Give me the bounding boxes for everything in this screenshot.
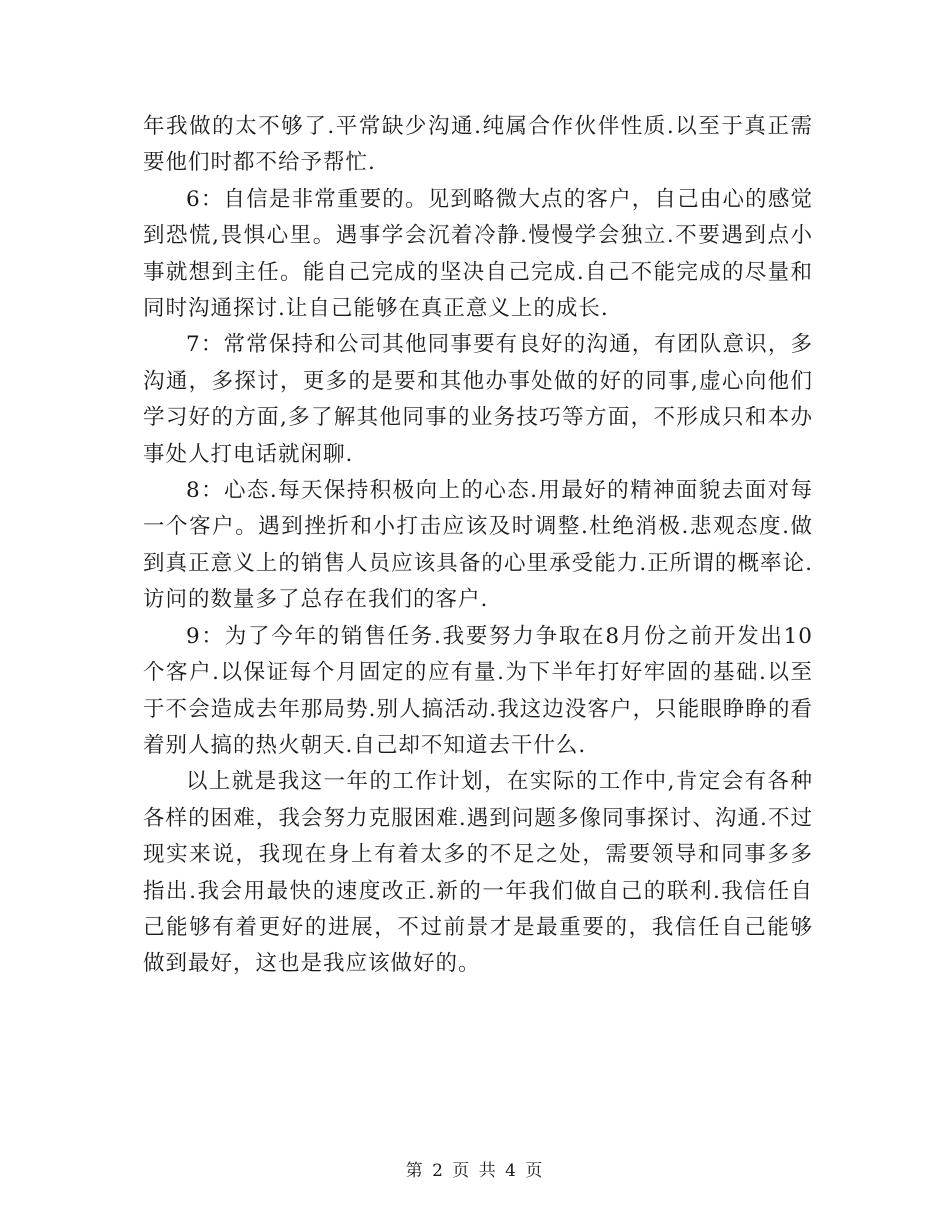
document-body [143,109,813,983]
paragraph-conclusion: 以上就是我这一年的工作计划，在实际的工作中,肯定会有各种各样的困难，我会努力克服困难.遇到问题多像同事探讨、沟通.不过现实来说，我现在身上有着太多的不足之处，需要领导和同事多多指出.我会用最快的速度改正.新的一年我们做自己的联利.我信任自己能够有着更好的进展，不过前景才是最重要的，我信任自己能够做到最好，这也是我应该做好的。 [143,769,813,977]
paragraph-item-7: 7：常常保持和公司其他同事要有良好的沟通，有团队意识，多沟通，多探讨，更多的是要和其他办事处做的好的同事,虚心向他们学习好的方面,多了解其他同事的业务技巧等方面，不形成只和本办事处人打电话就闲聊. [143,332,813,467]
paragraph-continued: 年我做的太不够了.平常缺少沟通.纯属合作伙伴性质.以至于真正需要他们时都不给予帮忙. [143,114,813,176]
paragraph-item-9: 9：为了今年的销售任务.我要努力争取在8月份之前开发出10个客户.以保证每个月固定的应有量.为下半年打好牢固的基础.以至于不会造成去年那局势.别人搞活动.我这边没客户，只能眼睁睁的看着别人搞的热火朝天.自己却不知道去干什么. [143,623,813,758]
paragraph-item-6: 6：自信是非常重要的。见到略微大点的客户，自己由心的感觉到恐慌,畏惧心里。遇事学会沉着冷静.慢慢学会独立.不要遇到点小事就想到主任。能自己完成的坚决自己完成.自己不能完成的尽量和同时沟通探讨.让自己能够在真正意义上的成长. [143,186,813,322]
paragraph-item-8: 8：心态.每天保持积极向上的心态.用最好的精神面貌去面对每一个客户。遇到挫折和小打击应该及时调整.杜绝消极.悲观态度.做到真正意义上的销售人员应该具备的心里承受能力.正所谓的概率论.访问的数量多了总存在我们的客户. [143,478,813,613]
page-number-footer: 第 2 页 共 4 页 [405,1161,545,1181]
